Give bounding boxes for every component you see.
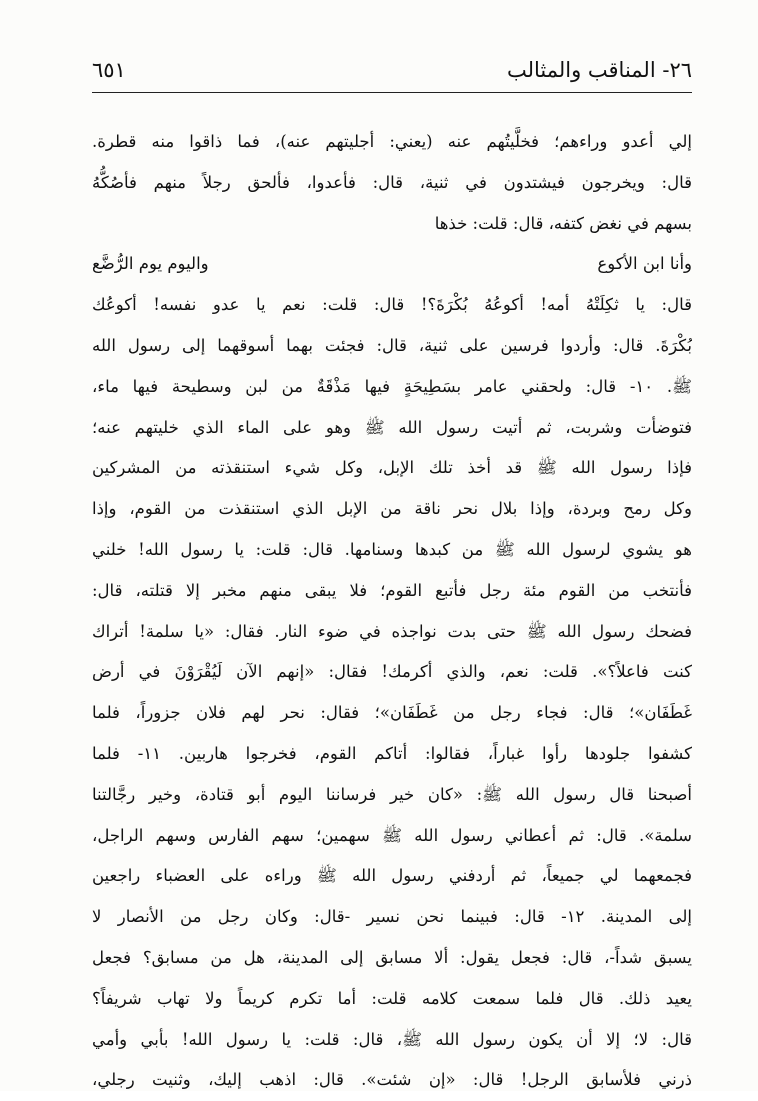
text-line: فضحك رسول الله ﷺ حتى بدت نواجذه في ضوء النار. فقال: «يا سلمة! أتراك [92,621,692,641]
text-line: بُكْرَةَ. قال: وأردوا فرسين على ثنية، قال: فجئت بهما أسوقهما إلى رسول الله [92,335,692,355]
text-line: وكل رمح وبردة، وإذا بلال نحر ناقة من الإبل الذي استنقذت من القوم، وإذا [92,499,692,519]
chapter-title: ٢٦- المناقب والمثالب [506,58,692,82]
text-line: ﷺ. ١٠- قال: ولحقني عامر بسَطِيحَةٍ فيها مَذْقَةٌ من لبن وسطيحة فيها ماء، [92,376,692,396]
poetry-verse [92,244,692,285]
text-line: إلى المدينة. ١٢- قال: فبينما نحن نسير -قال: وكان رجل من الأنصار لا [92,907,692,927]
text-line: فجمعهما لي جميعاً، ثم أردفني رسول الله ﷺ وراءه على العضباء راجعين [92,866,692,886]
text-line: قال: لا؛ إلا أن يكون رسول الله ﷺ، قال: قلت: يا رسول الله! بأبي وأمي [92,1029,692,1049]
text-line: قال: ويخرجون فيشتدون في ثنية، قال: فأعدوا، فألحق رجلاً منهم فأصُكُّهُ [92,172,692,192]
text-line: هو يشوي لرسول الله ﷺ من كبدها وسنامها. قال: قلت: يا رسول الله! خلني [92,539,692,559]
text-line: سلمة». قال: ثم أعطاني رسول الله ﷺ سهمين؛ سهم الفارس وسهم الراجل، [92,825,692,845]
text-line: كشفوا جلودها رأوا غباراً، فقالوا: أتاكم القوم، فخرجوا هاربين. ١١- فلما [92,743,692,763]
text-line: إلي أعدو وراءهم؛ فخلَّيتُهم عنه (يعني: أجليتهم عنه)، فما ذاقوا منه قطرة. [92,132,692,151]
text-line: بسهم في نغض كتفه، قال: قلت: خذها [434,213,692,233]
text-line: فتوضأت وشربت، ثم أتيت رسول الله ﷺ وهو على الماء الذي خليتهم عنه؛ [92,417,692,437]
text-line: كنت فاعلاً؟». قلت: نعم، والذي أكرمك! فقال: «إنهم الآن لَيُقْرَوْنَ في أرض [92,662,692,682]
text-line: فإذا رسول الله ﷺ قد أخذ تلك الإبل، وكل شيء استنقذته من المشركين [92,458,692,478]
text-line: غَطَفَان»؛ قال: فجاء رجل من غَطَفَان»؛ فقال: نحر لهم فلان جزوراً، فلما [92,703,692,723]
text-line: قال: يا ثكِلَتْهُ أمه! أكوعُهُ بُكْرَةَ؟! قال: قلت: نعم يا عدو نفسه! أكوعُك [92,295,692,315]
page-number: ٦٥١ [92,58,126,82]
text-line: فأنتخب من القوم مئة رجل فأتبع القوم؛ فلا يبقى منهم مخبر إلا قتلته، قال: [92,580,692,600]
header-divider [92,92,692,93]
body-text [92,122,692,1101]
text-line: أصبحنا قال رسول الله ﷺ: «كان خير فرساننا اليوم أبو قتادة، وخير رجَّالتنا [92,784,692,804]
text-line: ذرني فلأسابق الرجل! قال: «إن شئت». قال: اذهب إليك، وثنيت رجلي، [92,1070,692,1090]
verse-first-hemistich: وأنا ابن الأكوع [597,254,692,274]
text-line: يسبق شداً-، قال: فجعل يقول: ألا مسابق إلى المدينة، هل من مسابق؟ فجعل [92,947,692,967]
text-line: يعيد ذلك. قال فلما سمعت كلامه قلت: أما تكرم كريماً ولا تهاب شريفاً؟ [92,988,692,1008]
verse-second-hemistich: واليوم يوم الرُّضَّع [92,254,209,274]
page-header [92,52,692,92]
